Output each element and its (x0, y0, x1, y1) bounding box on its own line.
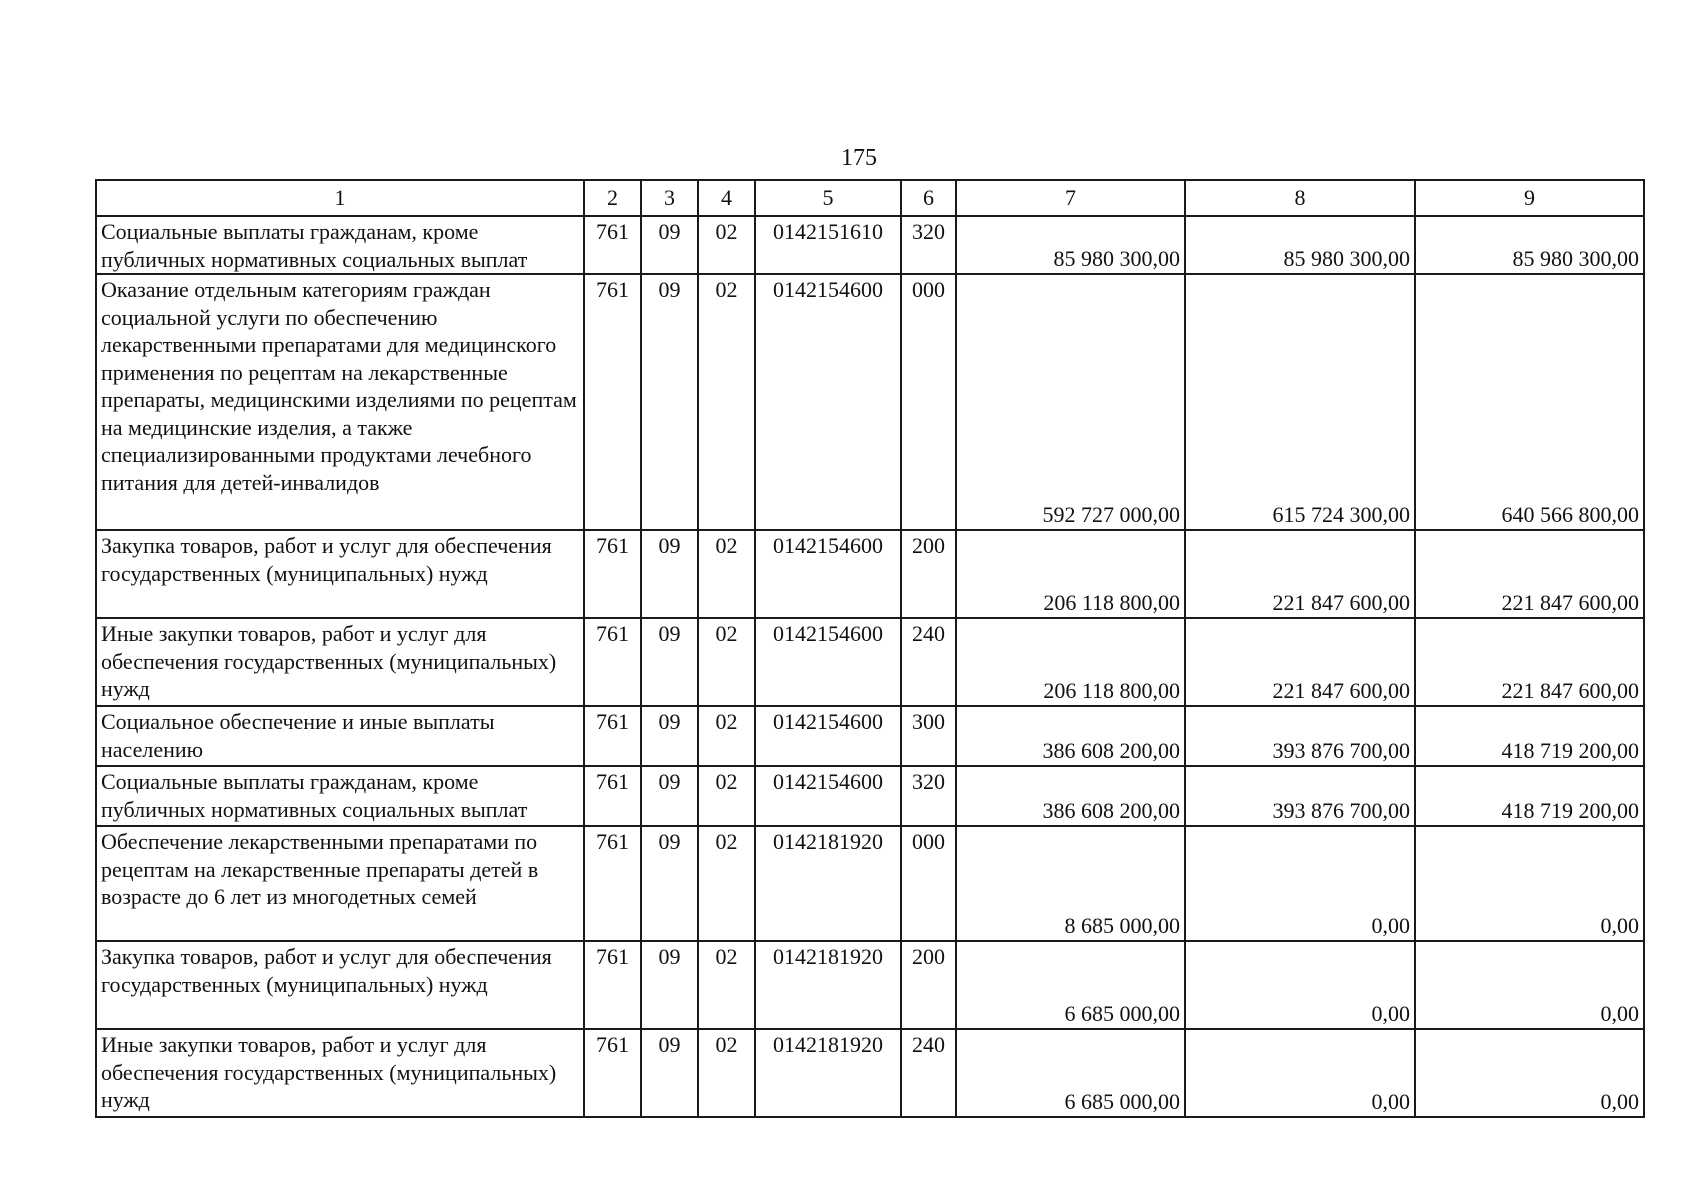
amount-year2-cell: 85 980 300,00 (1185, 216, 1415, 274)
amount-year1-cell: 386 608 200,00 (956, 766, 1185, 826)
column-header: 3 (641, 180, 698, 216)
target-article-cell: 0142181920 (755, 941, 901, 1029)
amount-year1-cell: 386 608 200,00 (956, 706, 1185, 766)
expense-type-cell: 320 (901, 216, 956, 274)
table-row (96, 618, 1644, 706)
target-article-cell: 0142151610 (755, 216, 901, 274)
column-header: 8 (1185, 180, 1415, 216)
table-row (96, 766, 1644, 826)
amount-year3-cell: 0,00 (1415, 1029, 1644, 1117)
section-cell: 09 (641, 706, 698, 766)
amount-year1-cell: 85 980 300,00 (956, 216, 1185, 274)
section-cell: 09 (641, 618, 698, 706)
amount-year3-cell: 418 719 200,00 (1415, 766, 1644, 826)
target-article-cell: 0142181920 (755, 826, 901, 941)
item-name-cell: Иные закупки товаров, работ и услуг для обеспечения государственных (муниципальных) нужд (96, 618, 584, 706)
expense-type-cell: 200 (901, 941, 956, 1029)
amount-year3-cell: 0,00 (1415, 826, 1644, 941)
section-cell: 09 (641, 941, 698, 1029)
amount-year3-cell: 640 566 800,00 (1415, 274, 1644, 530)
amount-year2-cell: 0,00 (1185, 1029, 1415, 1117)
target-article-cell: 0142181920 (755, 1029, 901, 1117)
subsection-cell: 02 (698, 1029, 755, 1117)
column-header: 2 (584, 180, 641, 216)
item-name-cell: Закупка товаров, работ и услуг для обеспечения государственных (муниципальных) нужд (96, 530, 584, 618)
amount-year1-cell: 206 118 800,00 (956, 530, 1185, 618)
target-article-cell: 0142154600 (755, 530, 901, 618)
section-cell: 09 (641, 766, 698, 826)
amount-year2-cell: 615 724 300,00 (1185, 274, 1415, 530)
amount-year1-cell: 8 685 000,00 (956, 826, 1185, 941)
subsection-cell: 02 (698, 530, 755, 618)
item-name-cell: Обеспечение лекарственными препаратами по рецептам на лекарственные препараты детей в возрасте до 6 лет из многодетных семей (96, 826, 584, 941)
amount-year1-cell: 206 118 800,00 (956, 618, 1185, 706)
amount-year2-cell: 393 876 700,00 (1185, 706, 1415, 766)
amount-year3-cell: 85 980 300,00 (1415, 216, 1644, 274)
amount-year1-cell: 6 685 000,00 (956, 1029, 1185, 1117)
table-row (96, 706, 1644, 766)
section-cell: 09 (641, 530, 698, 618)
amount-year2-cell: 221 847 600,00 (1185, 618, 1415, 706)
amount-year3-cell: 418 719 200,00 (1415, 706, 1644, 766)
header-row (96, 180, 1644, 216)
expense-type-cell: 320 (901, 766, 956, 826)
agency-code-cell: 761 (584, 1029, 641, 1117)
agency-code-cell: 761 (584, 216, 641, 274)
table-row (96, 1029, 1644, 1117)
section-cell: 09 (641, 1029, 698, 1117)
column-header: 7 (956, 180, 1185, 216)
expense-type-cell: 000 (901, 274, 956, 530)
subsection-cell: 02 (698, 216, 755, 274)
subsection-cell: 02 (698, 766, 755, 826)
table-body (96, 216, 1644, 1117)
page-number: 175 (841, 145, 877, 171)
subsection-cell: 02 (698, 941, 755, 1029)
column-header: 6 (901, 180, 956, 216)
amount-year2-cell: 393 876 700,00 (1185, 766, 1415, 826)
amount-year3-cell: 0,00 (1415, 941, 1644, 1029)
item-name-cell: Социальные выплаты гражданам, кроме публичных нормативных социальных выплат (96, 766, 584, 826)
agency-code-cell: 761 (584, 941, 641, 1029)
table-header (96, 180, 1644, 216)
subsection-cell: 02 (698, 826, 755, 941)
table-row (96, 216, 1644, 274)
item-name-cell: Социальное обеспечение и иные выплаты населению (96, 706, 584, 766)
expense-type-cell: 240 (901, 1029, 956, 1117)
agency-code-cell: 761 (584, 826, 641, 941)
table-row (96, 826, 1644, 941)
table-row (96, 941, 1644, 1029)
column-header: 1 (96, 180, 584, 216)
amount-year1-cell: 6 685 000,00 (956, 941, 1185, 1029)
item-name-cell: Социальные выплаты гражданам, кроме публичных нормативных социальных выплат (96, 216, 584, 274)
expense-type-cell: 000 (901, 826, 956, 941)
budget-table (95, 179, 1645, 1118)
item-name-cell: Оказание отдельным категориям граждан социальной услуги по обеспечению лекарственными препаратами для медицинского применения по рецептам на лекарственные препараты, медицинскими изделиями по рецептам на медицинские изделия, а также специализированными продуктами лечебного питания для детей-инвалидов (96, 274, 584, 530)
amount-year2-cell: 0,00 (1185, 941, 1415, 1029)
amount-year2-cell: 221 847 600,00 (1185, 530, 1415, 618)
expense-type-cell: 300 (901, 706, 956, 766)
amount-year3-cell: 221 847 600,00 (1415, 618, 1644, 706)
table-row (96, 274, 1644, 530)
section-cell: 09 (641, 826, 698, 941)
column-header: 9 (1415, 180, 1644, 216)
column-header: 4 (698, 180, 755, 216)
expense-type-cell: 240 (901, 618, 956, 706)
section-cell: 09 (641, 274, 698, 530)
target-article-cell: 0142154600 (755, 706, 901, 766)
agency-code-cell: 761 (584, 618, 641, 706)
section-cell: 09 (641, 216, 698, 274)
item-name-cell: Закупка товаров, работ и услуг для обеспечения государственных (муниципальных) нужд (96, 941, 584, 1029)
subsection-cell: 02 (698, 274, 755, 530)
amount-year3-cell: 221 847 600,00 (1415, 530, 1644, 618)
amount-year2-cell: 0,00 (1185, 826, 1415, 941)
column-header: 5 (755, 180, 901, 216)
agency-code-cell: 761 (584, 706, 641, 766)
target-article-cell: 0142154600 (755, 618, 901, 706)
target-article-cell: 0142154600 (755, 274, 901, 530)
subsection-cell: 02 (698, 706, 755, 766)
agency-code-cell: 761 (584, 274, 641, 530)
item-name-cell: Иные закупки товаров, работ и услуг для обеспечения государственных (муниципальных) нужд (96, 1029, 584, 1117)
agency-code-cell: 761 (584, 766, 641, 826)
agency-code-cell: 761 (584, 530, 641, 618)
expense-type-cell: 200 (901, 530, 956, 618)
table-row (96, 530, 1644, 618)
subsection-cell: 02 (698, 618, 755, 706)
target-article-cell: 0142154600 (755, 766, 901, 826)
amount-year1-cell: 592 727 000,00 (956, 274, 1185, 530)
